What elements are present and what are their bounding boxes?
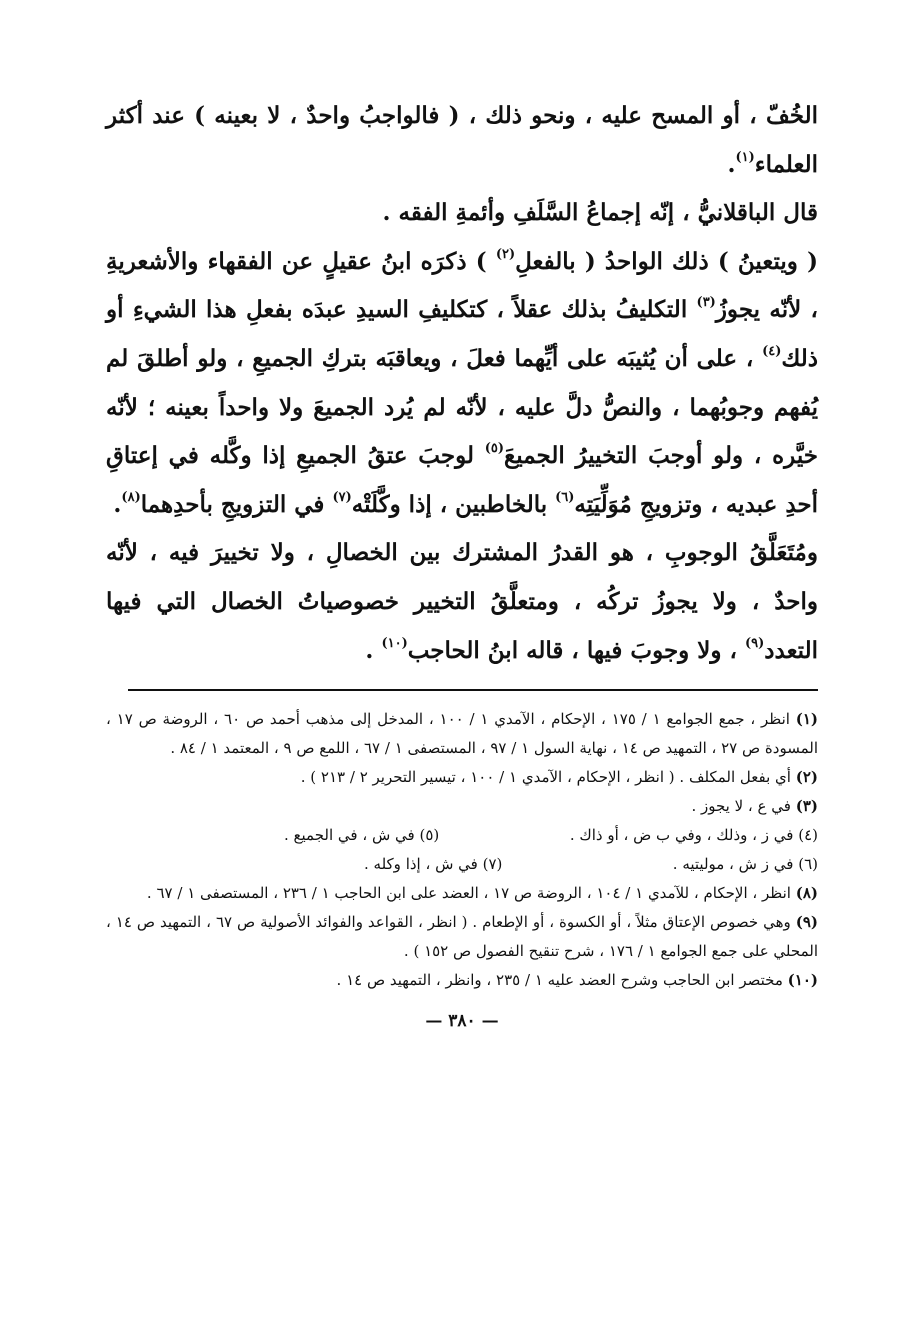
text-segment: ( ويتعينُ ) ذلك الواحدُ ( بالفعلِ xyxy=(515,247,818,275)
paragraph-2 xyxy=(106,189,818,238)
text-segment: ) ذكرَه ابنُ عقيلٍ عن الفقهاء والأشعريةِ ، لأنّه يجوزُ xyxy=(106,247,818,324)
footnote-text: في ع ، لا يجوز . xyxy=(691,797,791,816)
paragraph-1 xyxy=(106,92,818,189)
footnote-row-6-7 xyxy=(106,850,818,879)
footnote-text: في ش ، إذا وكله . xyxy=(364,855,478,874)
footnote-4 xyxy=(570,821,818,850)
footnote-marker: (٧) xyxy=(332,489,352,505)
main-text xyxy=(106,92,818,675)
footnote-number: (٦) xyxy=(798,855,818,874)
footnote-text: وهي خصوص الإعتاق مثلاً ، أو الكسوة ، أو الإطعام . ( انظر ، القواعد والفوائد الأصولية ص ٦٧ ، التمهيد ص ١٤ ، المحلي على جمع الجوامع ١ / ١٧٦ ، شرح تنقيح الفصول ص ١٥٢ ) . xyxy=(106,913,818,961)
footnote-marker: (٤) xyxy=(762,343,782,359)
footnote-1 xyxy=(106,705,818,763)
footnote-text: في ز ، وذلك ، وفي ب ض ، أو ذاك . xyxy=(569,826,794,845)
text-segment: في التزويجِ بأحدِهما xyxy=(140,490,333,518)
text-segment: ، ولا وجوبَ فيها ، قاله ابنُ الحاجب xyxy=(407,636,745,664)
text-segment: الخُفّ ، أو المسح عليه ، ونحو ذلك ، ( فالواجبُ واحدٌ ، لا بعينه ) عند أكثر العلماء xyxy=(106,102,819,178)
footnotes xyxy=(106,705,818,995)
text-segment: التكليفُ بذلك عقلاً ، كتكليفِ السيدِ عبدَه بفعلِ هذا الشيءِ أو ذلك xyxy=(106,296,818,372)
text-segment: قال الباقلانيُّ ، إنّه إجماعُ السَّلَفِ وأئمةِ الفقه . xyxy=(382,199,818,227)
footnote-text: أي بفعل المكلف . ( انظر ، الإحكام ، الآمدي ١ / ١٠٠ ، تيسير التحرير ٢ / ٢١٣ ) . xyxy=(300,768,791,787)
text-segment: لوجبَ عتقُ الجميعِ إذا وكَّله في إعتاقِ أحدِ عبديه ، وتزويجِ مُوَلِّيَتِه xyxy=(106,442,818,518)
footnote-6 xyxy=(673,850,818,879)
footnote-marker: (٣) xyxy=(696,295,716,311)
footnote-number: (١٠) xyxy=(787,971,818,990)
footnote-separator xyxy=(128,689,818,691)
text-segment: بالخاطبين ، إذا وكَّلَتْه xyxy=(351,490,556,518)
text-segment: . xyxy=(727,150,736,178)
footnote-9 xyxy=(106,908,818,966)
footnote-text: في ش ، في الجميع . xyxy=(284,826,415,845)
page-number: — ٣٨٠ — xyxy=(425,1011,499,1032)
footnote-marker: (١٠) xyxy=(381,635,408,651)
footnote-3 xyxy=(106,792,818,821)
paragraph-3 xyxy=(106,238,818,530)
footnote-text: مختصر ابن الحاجب وشرح العضد عليه ١ / ٢٣٥ ، وانظر ، التمهيد ص ١٤ . xyxy=(336,971,783,990)
text-segment: ، على أن يُثيبَه على أيِّهما فعلَ ، ويعاقبَه بتركِ الجميعِ ، ولو أطلقَ لم يُفهم وجوبُهما ، والنصُّ دلَّ عليه ، لأنّه لم يُرد الجميعَ ولا واحداً بعينه ؛ لأنّه خيَّره ، ولو أوجبَ التخييرُ الجميعَ xyxy=(106,344,819,470)
footnote-5 xyxy=(284,821,439,850)
footnote-marker: (٦) xyxy=(555,489,575,505)
footnote-7 xyxy=(364,850,502,879)
footnote-2 xyxy=(106,763,818,792)
footnote-marker: (١) xyxy=(735,149,755,165)
footnote-text: انظر ، جمع الجوامع ١ / ١٧٥ ، الإحكام ، الآمدي ١ / ١٠٠ ، المدخل إلى مذهب أحمد ص ٦٠ ، الروضة ص ١٧ ، المسودة ص ٢٧ ، التمهيد ص ١٤ ، نهاية السول ١ / ٩٧ ، المستصفى ١ / ٦٧ ، اللمع ص ٩ ، المعتمد ١ / ٨٤ . xyxy=(106,710,818,758)
footnote-10 xyxy=(106,966,818,995)
footnote-number: (٩) xyxy=(795,913,818,932)
footnote-row-4-5 xyxy=(106,821,818,850)
footnote-number: (٢) xyxy=(795,768,818,787)
paragraph-4 xyxy=(106,529,818,675)
text-segment: . xyxy=(365,636,382,664)
footnote-number: (٨) xyxy=(795,884,818,903)
footnote-number: (٣) xyxy=(795,797,818,816)
text-segment: ومُتَعَلَّقُ الوجوبِ ، هو القدرُ المشترك بين الخصالِ ، ولا تخييرَ فيه ، لأنّه واحدٌ ، ولا يجوزُ تركُه ، ومتعلَّقُ التخيير خصوصياتُ الخصال التي فيها التعدد xyxy=(106,539,818,664)
footnote-number: (٥) xyxy=(419,826,440,845)
footnote-number: (٤) xyxy=(798,826,818,845)
footnote-number: (١) xyxy=(795,710,819,729)
footnote-marker: (٨) xyxy=(121,489,141,505)
footnote-text: انظر ، الإحكام ، للآمدي ١ / ١٠٤ ، الروضة ص ١٧ ، العضد على ابن الحاجب ١ / ٢٣٦ ، المستصفى ١ / ٦٧ . xyxy=(146,884,791,903)
footnote-number: (٧) xyxy=(482,855,503,874)
footnote-marker: (٥) xyxy=(484,441,505,457)
footnote-marker: (٩) xyxy=(744,635,765,651)
footnote-marker: (٢) xyxy=(495,246,516,262)
text-segment: . xyxy=(113,490,122,518)
footnote-8 xyxy=(106,879,818,908)
footnote-text: في ز ش ، موليتيه . xyxy=(672,855,794,874)
